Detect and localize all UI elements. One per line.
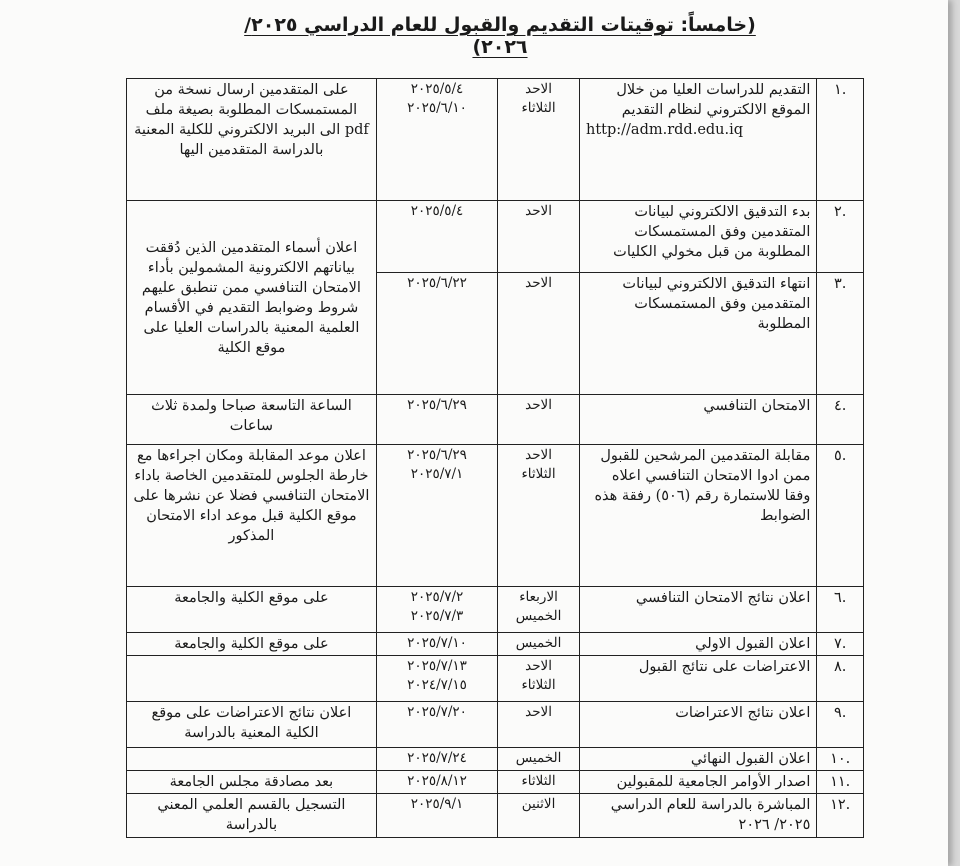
table-row — [127, 587, 864, 633]
row-number: .٤ — [817, 395, 864, 445]
day-cell: الثلاثاء — [498, 771, 580, 794]
activity-cell: الامتحان التنافسي — [580, 395, 817, 445]
note-cell — [127, 748, 377, 771]
activity-cell: المباشرة بالدراسة للعام الدراسي ٢٠٢٥/ ٢٠٢٦ — [580, 794, 817, 838]
row-number: .١١ — [817, 771, 864, 794]
row-number: .٣ — [817, 273, 864, 395]
day-cell: الاحد — [498, 395, 580, 445]
day-cell: الاحد الثلاثاء — [498, 656, 580, 702]
day-cell: الاحد — [498, 702, 580, 748]
note-cell — [127, 656, 377, 702]
day-cell: الخميس — [498, 748, 580, 771]
row-number: .١٢ — [817, 794, 864, 838]
date-cell: ٢٠٢٥/٨/١٢ — [376, 771, 497, 794]
table-row — [127, 445, 864, 587]
website-url: http://adm.rdd.edu.iq — [586, 122, 744, 138]
table-row — [127, 794, 864, 838]
row-number: .٥ — [817, 445, 864, 587]
table-row — [127, 748, 864, 771]
day-cell: الاحد الثلاثاء — [498, 79, 580, 201]
date-cell: ٢٠٢٥/٧/٢ ٢٠٢٥/٧/٣ — [376, 587, 497, 633]
day-cell: الاحد الثلاثاء — [498, 445, 580, 587]
date-cell: ٢٠٢٥/٦/٢٩ — [376, 395, 497, 445]
date-cell: ٢٠٢٥/٥/٤ ٢٠٢٥/٦/١٠ — [376, 79, 497, 201]
activity-cell: التقديم للدراسات العليا من خلال الموقع الالكتروني لنظام التقديم http://adm.rdd.edu.iq — [580, 79, 817, 201]
note-cell: على المتقدمين ارسال نسخة من المستمسكات المطلوبة بصيغة ملف pdf الى البريد الالكتروني للكلية المعنية بالدراسة المتقدمين اليها — [127, 79, 377, 201]
date-cell: ٢٠٢٥/٥/٤ — [376, 201, 497, 273]
activity-cell: اعلان نتائج الامتحان التنافسي — [580, 587, 817, 633]
row-number: .٢ — [817, 201, 864, 273]
day-cell: الاحد — [498, 273, 580, 395]
day-cell: الخميس — [498, 633, 580, 656]
note-cell: بعد مصادقة مجلس الجامعة — [127, 771, 377, 794]
activity-cell: اعلان القبول النهائي — [580, 748, 817, 771]
table-row — [127, 771, 864, 794]
table-row — [127, 201, 864, 273]
date-cell: ٢٠٢٥/٧/١٣ ٢٠٢٤/٧/١٥ — [376, 656, 497, 702]
note-cell: على موقع الكلية والجامعة — [127, 587, 377, 633]
note-cell: اعلان موعد المقابلة ومكان اجراءها مع خارطة الجلوس للمتقدمين الخاصة باداء الامتحان التنافسي فضلا عن نشرها على موقع الكلية قبل موعد اداء الامتحان المذكور — [127, 445, 377, 587]
note-cell: التسجيل بالقسم العلمي المعني بالدراسة — [127, 794, 377, 838]
activity-cell: انتهاء التدقيق الالكتروني لبيانات المتقدمين وفق المستمسكات المطلوبة — [580, 273, 817, 395]
schedule-table — [126, 78, 864, 838]
note-cell: اعلان نتائج الاعتراضات على موقع الكلية المعنية بالدراسة — [127, 702, 377, 748]
row-number: .٩ — [817, 702, 864, 748]
date-cell: ٢٠٢٥/٦/٢٢ — [376, 273, 497, 395]
section-title: (خامساً: توقيتات التقديم والقبول للعام الدراسي ٢٠٢٥/ ٢٠٢٦) — [244, 14, 756, 58]
row-number: .٧ — [817, 633, 864, 656]
activity-cell: اعلان نتائج الاعتراضات — [580, 702, 817, 748]
activity-cell: اصدار الأوامر الجامعية للمقبولين — [580, 771, 817, 794]
note-cell: اعلان أسماء المتقدمين الذين دُققت بياناتهم الالكترونية المشمولين بأداء الامتحان التنافسي ممن تنطبق عليهم شروط وضوابط التقديم في الأقسام العلمية المعنية بالدراسات العليا على موقع الكلية — [127, 201, 377, 395]
day-cell: الاحد — [498, 201, 580, 273]
note-cell: على موقع الكلية والجامعة — [127, 633, 377, 656]
activity-cell: الاعتراضات على نتائج القبول — [580, 656, 817, 702]
row-number: .١٠ — [817, 748, 864, 771]
row-number: .١ — [817, 79, 864, 201]
date-cell: ٢٠٢٥/٧/١٠ — [376, 633, 497, 656]
table-row — [127, 702, 864, 748]
day-cell: الاثنين — [498, 794, 580, 838]
date-cell: ٢٠٢٥/٧/٢٠ — [376, 702, 497, 748]
activity-cell: بدء التدقيق الالكتروني لبيانات المتقدمين وفق المستمسكات المطلوبة من قبل مخولي الكليات — [580, 201, 817, 273]
table-row — [127, 79, 864, 201]
row-number: .٨ — [817, 656, 864, 702]
table-row — [127, 633, 864, 656]
note-cell: الساعة التاسعة صباحا ولمدة ثلاث ساعات — [127, 395, 377, 445]
date-cell: ٢٠٢٥/٩/١ — [376, 794, 497, 838]
date-cell: ٢٠٢٥/٧/٢٤ — [376, 748, 497, 771]
table-row — [127, 656, 864, 702]
table-row — [127, 395, 864, 445]
day-cell: الاربعاء الخميس — [498, 587, 580, 633]
activity-cell: مقابلة المتقدمين المرشحين للقبول ممن ادوا الامتحان التنافسي اعلاه وفقا للاستمارة رقم (٥٠٦) رفقة هذه الضوابط — [580, 445, 817, 587]
row-number: .٦ — [817, 587, 864, 633]
date-cell: ٢٠٢٥/٦/٢٩ ٢٠٢٥/٧/١ — [376, 445, 497, 587]
activity-cell: اعلان القبول الاولي — [580, 633, 817, 656]
